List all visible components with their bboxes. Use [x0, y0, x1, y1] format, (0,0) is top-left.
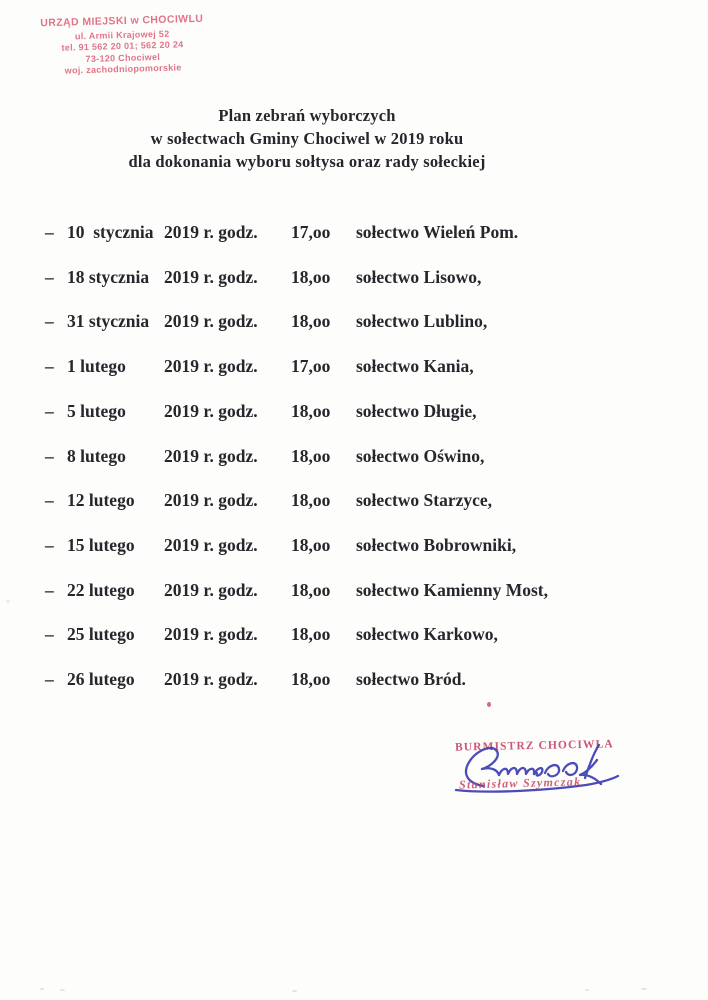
- row-date: 8 lutego: [67, 446, 126, 466]
- title-line-3: dla dokonania wyboru sołtysa oraz rady sołeckiej: [128, 152, 486, 171]
- row-village: sołectwo Bobrowniki,: [356, 535, 517, 555]
- schedule-row: [0, 624, 708, 648]
- schedule-row: [0, 490, 708, 514]
- stamp-voivodeship: woj. zachodniopomorskie: [64, 62, 182, 76]
- row-village: sołectwo Karkowo,: [356, 624, 498, 644]
- signature-block: [448, 736, 628, 798]
- row-date: 5 lutego: [67, 401, 126, 421]
- row-village: sołectwo Starzyce,: [356, 490, 493, 510]
- stamp-phone: tel. 91 562 20 01; 562 20 24: [61, 39, 184, 53]
- row-bullet-dash: –: [45, 669, 54, 689]
- scan-speck: [641, 988, 647, 990]
- row-bullet-dash: –: [45, 446, 54, 466]
- row-hour: 18,oo: [291, 669, 331, 689]
- row-date: 10 stycznia: [67, 222, 154, 242]
- row-year-time-label: 2019 r. godz.: [164, 535, 258, 555]
- row-hour: 18,oo: [291, 580, 331, 600]
- row-bullet-dash: –: [45, 356, 54, 376]
- row-date: 1 lutego: [67, 356, 126, 376]
- row-village: sołectwo Lublino,: [356, 311, 488, 331]
- row-bullet-dash: –: [45, 490, 54, 510]
- stamp-postal: 73-120 Chociwel: [85, 51, 161, 64]
- title-line-1: Plan zebrań wyborczych: [218, 106, 396, 125]
- row-year-time-label: 2019 r. godz.: [164, 222, 258, 242]
- row-bullet-dash: –: [45, 580, 54, 600]
- schedule-row: [0, 669, 708, 693]
- row-bullet-dash: –: [45, 624, 54, 644]
- row-date: 12 lutego: [67, 490, 135, 510]
- row-hour: 18,oo: [291, 624, 331, 644]
- row-bullet-dash: –: [45, 222, 54, 242]
- row-hour: 18,oo: [291, 311, 331, 331]
- row-village: sołectwo Kania,: [356, 356, 474, 376]
- row-bullet-dash: –: [45, 311, 54, 331]
- row-year-time-label: 2019 r. godz.: [164, 580, 258, 600]
- row-hour: 18,oo: [291, 446, 331, 466]
- scan-speck: [6, 600, 10, 603]
- schedule-row: [0, 535, 708, 559]
- row-date: 22 lutego: [67, 580, 135, 600]
- row-village: sołectwo Bród.: [356, 669, 466, 689]
- stamp-office-name: URZĄD MIEJSKI w CHOCIWLU: [40, 12, 204, 30]
- row-hour: 18,oo: [291, 535, 331, 555]
- schedule-row: [0, 222, 708, 246]
- stamp-street: ul. Armii Krajowej 52: [74, 28, 170, 41]
- signer-name-stamp: Stanisław Szymczak: [458, 774, 582, 792]
- schedule-row: [0, 401, 708, 425]
- row-date: 31 stycznia: [67, 311, 150, 331]
- row-date: 26 lutego: [67, 669, 135, 689]
- title-line-2: w sołectwach Gminy Chociwel w 2019 roku: [150, 129, 464, 148]
- row-date: 25 lutego: [67, 624, 135, 644]
- row-hour: 18,oo: [291, 490, 331, 510]
- row-year-time-label: 2019 r. godz.: [164, 669, 258, 689]
- row-village: sołectwo Lisowo,: [356, 267, 482, 287]
- schedule-row: [0, 580, 708, 604]
- row-bullet-dash: –: [45, 401, 54, 421]
- row-village: sołectwo Długie,: [356, 401, 477, 421]
- row-village: sołectwo Wieleń Pom.: [356, 222, 519, 242]
- row-date: 18 stycznia: [67, 267, 150, 287]
- red-ink-speck: [487, 702, 491, 707]
- row-hour: 17,oo: [291, 222, 331, 242]
- row-year-time-label: 2019 r. godz.: [164, 446, 258, 466]
- row-village: sołectwo Oświno,: [356, 446, 485, 466]
- row-year-time-label: 2019 r. godz.: [164, 311, 258, 331]
- row-date: 15 lutego: [67, 535, 135, 555]
- scan-speck: [60, 989, 65, 991]
- schedule-row: [0, 311, 708, 335]
- row-year-time-label: 2019 r. godz.: [164, 356, 258, 376]
- scan-speck: [585, 989, 589, 991]
- scan-speck: [40, 988, 44, 990]
- row-year-time-label: 2019 r. godz.: [164, 490, 258, 510]
- mayor-title-stamp: BURMISTRZ CHOCIWLA: [454, 738, 614, 754]
- row-hour: 18,oo: [291, 267, 331, 287]
- row-year-time-label: 2019 r. godz.: [164, 401, 258, 421]
- schedule-row: [0, 446, 708, 470]
- row-year-time-label: 2019 r. godz.: [164, 624, 258, 644]
- scan-speck: [292, 990, 297, 992]
- schedule-row: [0, 267, 708, 291]
- row-village: sołectwo Kamienny Most,: [356, 580, 548, 600]
- row-hour: 17,oo: [291, 356, 331, 376]
- row-bullet-dash: –: [45, 267, 54, 287]
- schedule-row: [0, 356, 708, 380]
- row-hour: 18,oo: [291, 401, 331, 421]
- row-year-time-label: 2019 r. godz.: [164, 267, 258, 287]
- row-bullet-dash: –: [45, 535, 54, 555]
